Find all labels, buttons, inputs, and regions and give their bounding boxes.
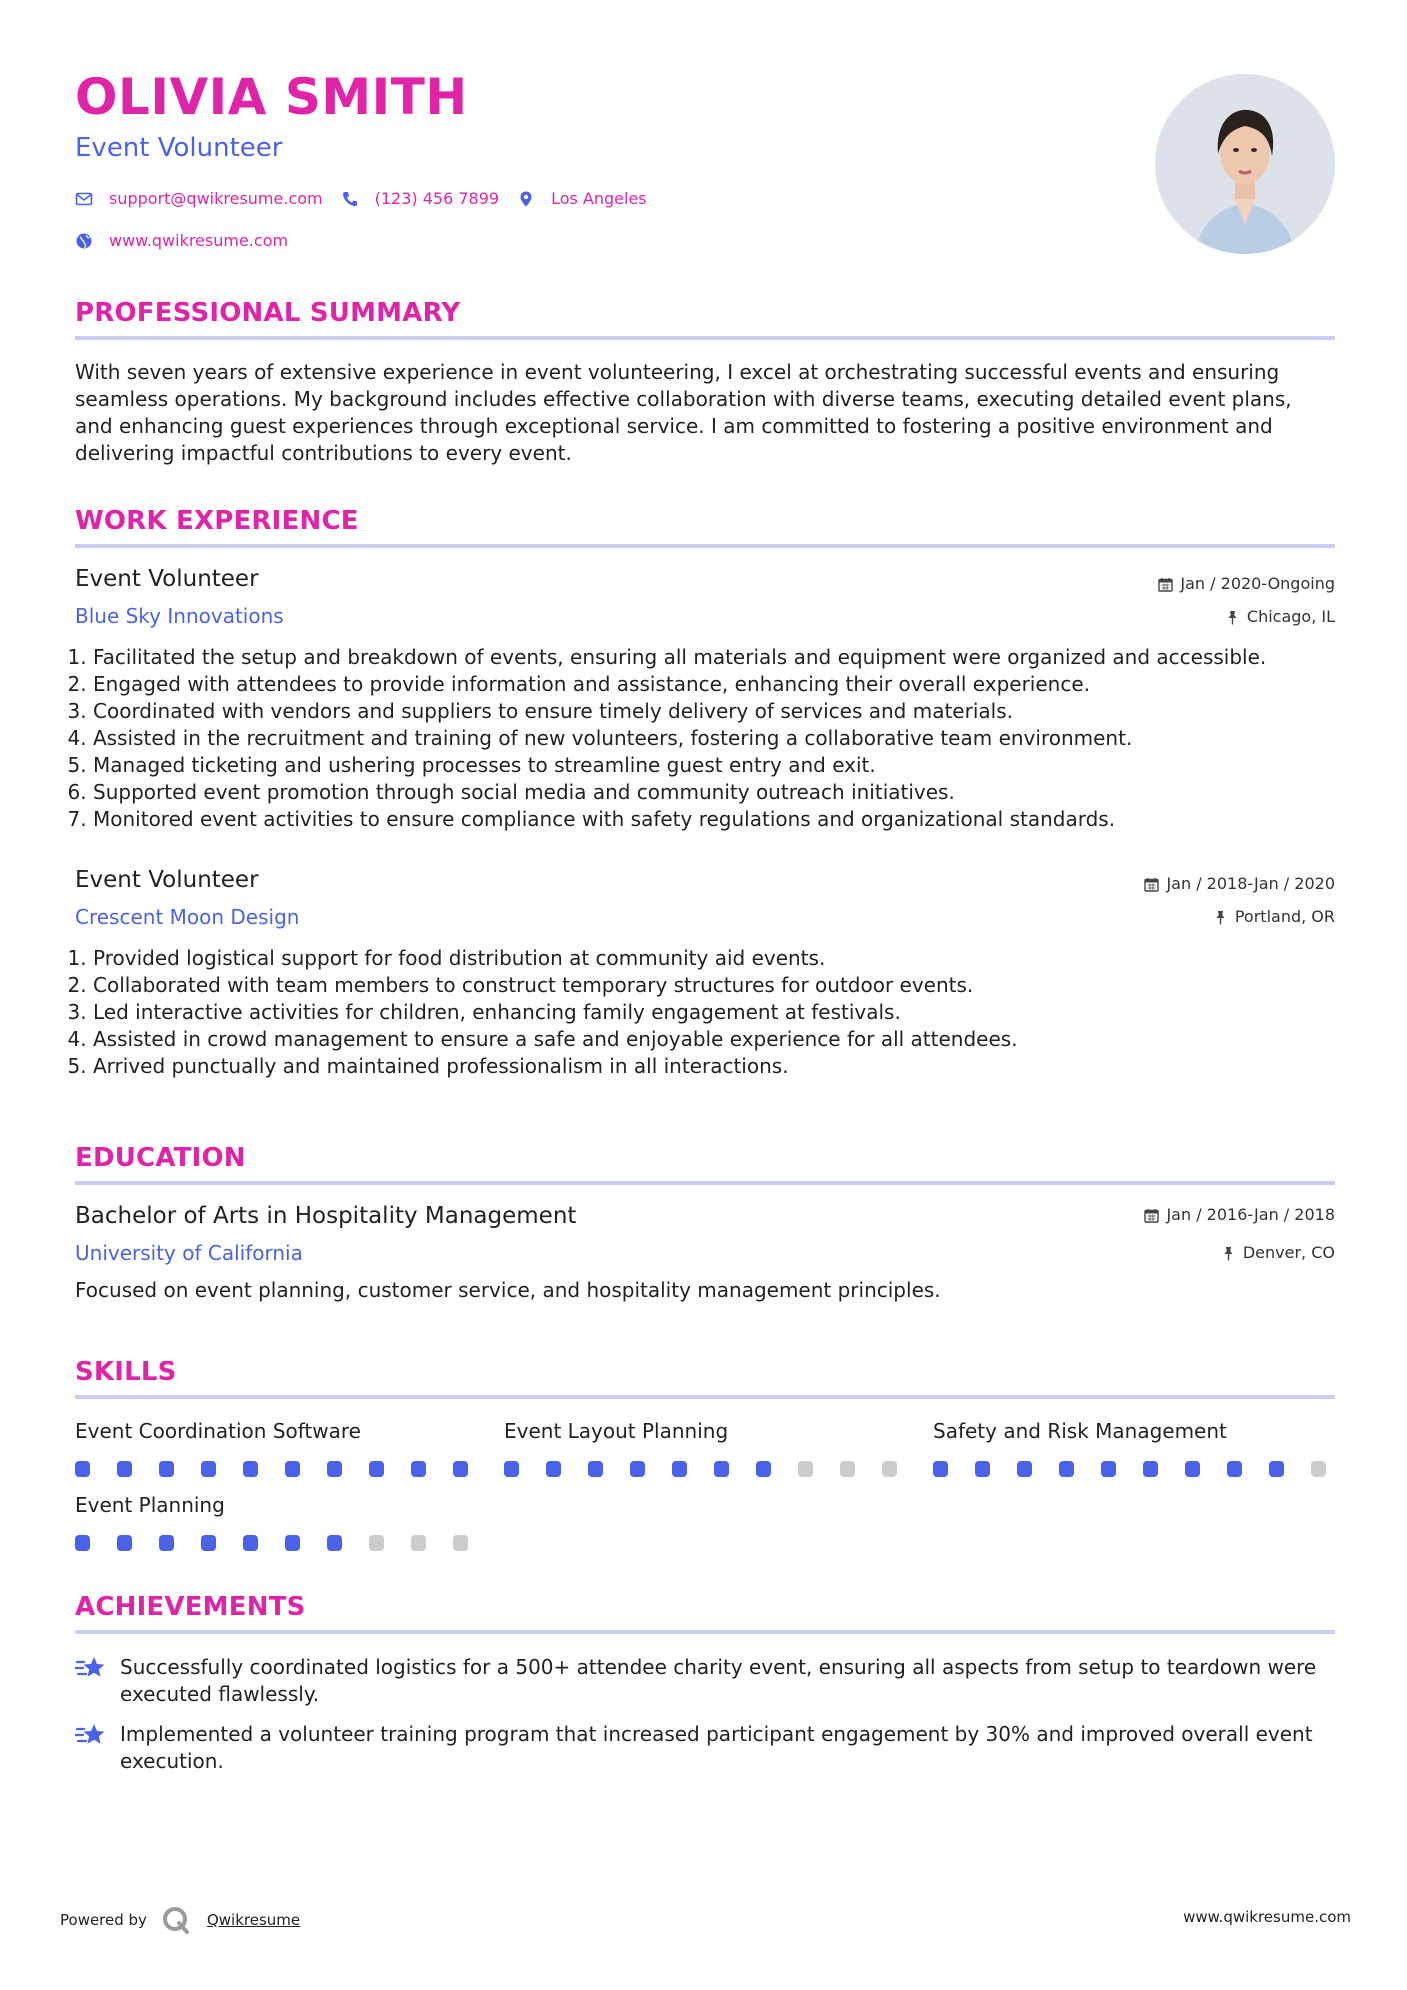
- section-heading-skills: SKILLS: [75, 1357, 177, 1387]
- skill-dot-filled: [369, 1461, 384, 1477]
- email-text[interactable]: support@qwikresume.com: [109, 189, 323, 208]
- skill-dot-filled: [1059, 1461, 1074, 1477]
- degree-title: Bachelor of Arts in Hospitality Management: [75, 1203, 577, 1229]
- skill-dot-empty: [1311, 1461, 1326, 1477]
- list-item: 1. Facilitated the setup and breakdown of events, ensuring all materials and equipment were organized and accessible.: [93, 644, 1353, 671]
- contact-email[interactable]: [75, 190, 323, 208]
- skill-dot-filled: [1143, 1461, 1158, 1477]
- achievement-text: Implemented a volunteer training program that increased participant engagement by 30% and improved overall event execution.: [120, 1722, 1313, 1773]
- star-badge-icon: [75, 1654, 107, 1682]
- job-dates-text: Jan / 2018-Jan / 2020: [1166, 874, 1335, 893]
- skill-dot-filled: [504, 1461, 519, 1477]
- list-item: 4. Assisted in the recruitment and training of new volunteers, fostering a collaborative team environment.: [93, 725, 1353, 752]
- skill-dot-filled: [327, 1461, 342, 1477]
- company-name: Crescent Moon Design: [75, 905, 300, 929]
- skill-name: Event Coordination Software: [75, 1419, 361, 1443]
- contact-location: [517, 190, 647, 208]
- skill-dot-filled: [159, 1535, 174, 1551]
- list-item: 5. Managed ticketing and ushering processes to streamline guest entry and exit.: [93, 752, 1353, 779]
- skill-dot-empty: [882, 1461, 897, 1477]
- list-item: 5. Arrived punctually and maintained professionalism in all interactions.: [93, 1053, 1353, 1080]
- skill-dot-filled: [546, 1461, 561, 1477]
- job-location-text: Chicago, IL: [1246, 607, 1335, 626]
- company-name: Blue Sky Innovations: [75, 604, 284, 628]
- skill-dot-filled: [630, 1461, 645, 1477]
- skill-item: [75, 1421, 495, 1477]
- list-item: 1. Provided logistical support for food distribution at community aid events.: [93, 945, 1353, 972]
- skill-dot-filled: [933, 1461, 948, 1477]
- skill-rating: [504, 1461, 924, 1477]
- skill-name: Event Layout Planning: [504, 1419, 729, 1443]
- list-item: 7. Monitored event activities to ensure compliance with safety regulations and organizational standards.: [93, 806, 1353, 833]
- list-item: 6. Supported event promotion through social media and community outreach initiatives.: [93, 779, 1353, 806]
- list-item: 4. Assisted in crowd management to ensure a safe and enjoyable experience for all attendees.: [93, 1026, 1353, 1053]
- job-title: Event Volunteer: [75, 566, 259, 592]
- section-divider: [75, 1395, 1335, 1399]
- skill-dot-filled: [285, 1535, 300, 1551]
- skill-dot-filled: [1227, 1461, 1242, 1477]
- skill-item: [504, 1421, 924, 1477]
- footer-powered-by: [60, 1905, 300, 1935]
- skill-dot-filled: [117, 1535, 132, 1551]
- skill-dot-filled: [1185, 1461, 1200, 1477]
- skill-dot-filled: [75, 1461, 90, 1477]
- list-item: 3. Led interactive activities for children, enhancing family engagement at festivals.: [93, 999, 1353, 1026]
- skill-rating: [75, 1461, 495, 1477]
- skill-dot-filled: [714, 1461, 729, 1477]
- skill-dot-filled: [117, 1461, 132, 1477]
- education-dates: [1144, 1207, 1335, 1223]
- job-dates: [1158, 576, 1335, 592]
- skill-dot-filled: [243, 1535, 258, 1551]
- skill-rating: [933, 1461, 1353, 1477]
- skill-name: Safety and Risk Management: [933, 1419, 1227, 1443]
- calendar-icon: [1144, 877, 1159, 892]
- job-location: [1213, 909, 1335, 925]
- skill-dot-filled: [756, 1461, 771, 1477]
- skill-dot-empty: [411, 1535, 426, 1551]
- powered-by-label: Powered by: [60, 1911, 147, 1929]
- pushpin-icon: [1213, 910, 1228, 925]
- candidate-title: Event Volunteer: [75, 133, 283, 163]
- job-bullets: [75, 644, 1353, 833]
- contact-row: [75, 190, 665, 208]
- globe-icon: [75, 232, 93, 250]
- job-location: [1225, 609, 1335, 625]
- skill-rating: [75, 1535, 495, 1551]
- calendar-icon: [1158, 577, 1173, 592]
- skill-dot-filled: [672, 1461, 687, 1477]
- contact-phone[interactable]: [341, 190, 499, 208]
- skill-dot-filled: [201, 1535, 216, 1551]
- section-heading-summary: PROFESSIONAL SUMMARY: [75, 298, 461, 328]
- achievement-item: [75, 1654, 1335, 1708]
- skill-dot-empty: [369, 1535, 384, 1551]
- job-dates-text: Jan / 2020-Ongoing: [1180, 574, 1335, 593]
- skill-dot-filled: [411, 1461, 426, 1477]
- school-name: University of California: [75, 1241, 303, 1265]
- education-description: Focused on event planning, customer service, and hospitality management principles.: [75, 1278, 941, 1302]
- skill-name: Event Planning: [75, 1493, 225, 1517]
- footer-url[interactable]: www.qwikresume.com: [1183, 1908, 1351, 1926]
- list-item: 3. Coordinated with vendors and suppliers to ensure timely delivery of services and materials.: [93, 698, 1353, 725]
- candidate-name: OLIVIA SMITH: [75, 68, 468, 126]
- profile-photo: [1155, 74, 1335, 254]
- job-bullets: [75, 945, 1353, 1080]
- skill-dot-filled: [201, 1461, 216, 1477]
- star-badge-icon: [75, 1721, 107, 1749]
- skill-item: [933, 1421, 1353, 1477]
- brand-link[interactable]: Qwikresume: [206, 1911, 301, 1929]
- skill-dot-filled: [975, 1461, 990, 1477]
- skill-dot-filled: [588, 1461, 603, 1477]
- job-dates: [1144, 876, 1335, 892]
- skill-dot-filled: [159, 1461, 174, 1477]
- skill-dot-filled: [453, 1461, 468, 1477]
- skill-dot-empty: [453, 1535, 468, 1551]
- skill-dot-filled: [1269, 1461, 1284, 1477]
- section-heading-education: EDUCATION: [75, 1143, 246, 1173]
- section-divider: [75, 544, 1335, 548]
- pushpin-icon: [1225, 610, 1240, 625]
- section-divider: [75, 1630, 1335, 1634]
- skill-dot-filled: [243, 1461, 258, 1477]
- achievement-text: Successfully coordinated logistics for a 500+ attendee charity event, ensuring all aspects from setup to teardown were executed flawlessly.: [120, 1655, 1317, 1706]
- skill-dot-empty: [798, 1461, 813, 1477]
- job-location-text: Portland, OR: [1234, 907, 1335, 926]
- contact-website[interactable]: [75, 232, 288, 250]
- pushpin-icon: [1221, 1246, 1236, 1261]
- list-item: 2. Collaborated with team members to construct temporary structures for outdoor events.: [93, 972, 1353, 999]
- achievement-item: [75, 1721, 1335, 1775]
- list-item: 2. Engaged with attendees to provide information and assistance, enhancing their overall experience.: [93, 671, 1353, 698]
- skill-dot-empty: [840, 1461, 855, 1477]
- website-text[interactable]: www.qwikresume.com: [109, 231, 289, 250]
- summary-text: With seven years of extensive experience in event volunteering, I excel at orchestrating successful events and ensuring seamless operations. My background includes effective collaboration with diverse teams, executing detailed event plans, and enhancing guest experiences through exceptional service. I am committed to fostering a positive environment and delivering impactful contributions to every event.: [75, 360, 1292, 465]
- phone-text[interactable]: (123) 456 7899: [374, 189, 500, 208]
- skill-dot-filled: [1101, 1461, 1116, 1477]
- phone-icon: [341, 190, 359, 208]
- envelope-icon: [75, 190, 93, 208]
- skill-dot-filled: [285, 1461, 300, 1477]
- qwikresume-logo-icon: [161, 1905, 191, 1935]
- section-divider: [75, 336, 1335, 340]
- calendar-icon: [1144, 1208, 1159, 1223]
- map-pin-icon: [517, 190, 535, 208]
- skill-dot-filled: [75, 1535, 90, 1551]
- section-heading-experience: WORK EXPERIENCE: [75, 506, 359, 536]
- education-location-text: Denver, CO: [1242, 1243, 1335, 1262]
- section-divider: [75, 1181, 1335, 1185]
- education-dates-text: Jan / 2016-Jan / 2018: [1166, 1205, 1335, 1224]
- skill-item: [75, 1495, 495, 1551]
- section-heading-achievements: ACHIEVEMENTS: [75, 1592, 306, 1622]
- resume-page: [75, 0, 1335, 1990]
- skill-dot-filled: [1017, 1461, 1032, 1477]
- skill-dot-filled: [327, 1535, 342, 1551]
- education-location: [1221, 1245, 1335, 1261]
- contact-row-website: [75, 232, 306, 250]
- location-text: Los Angeles: [551, 189, 647, 208]
- job-title: Event Volunteer: [75, 867, 259, 893]
